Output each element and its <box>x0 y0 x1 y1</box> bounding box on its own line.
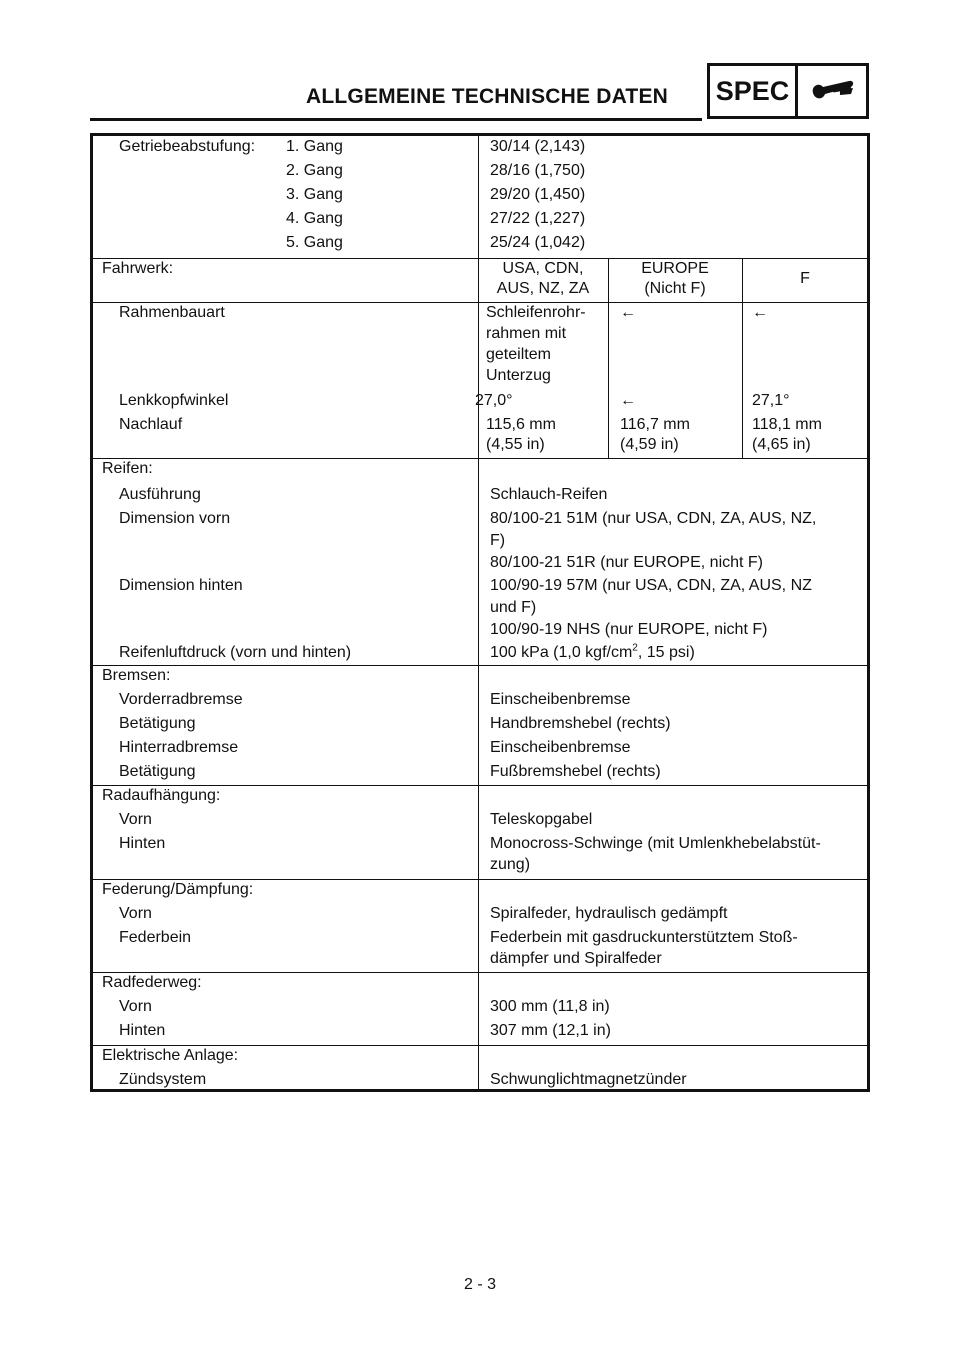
gearbox-section <box>93 136 867 259</box>
gear-2: 2. Gang <box>286 162 343 179</box>
frame-v1-line2: rahmen mit <box>486 325 567 342</box>
spec-table <box>90 133 870 1092</box>
travel-section <box>93 972 867 1046</box>
pressure-text-end: , 15 psi) <box>637 644 695 661</box>
column-divider <box>478 879 479 972</box>
gear-4: 4. Gang <box>286 210 343 227</box>
damping-front-label: Vorn <box>119 905 152 922</box>
column-divider <box>478 136 479 258</box>
frame-v2: ← <box>620 304 636 321</box>
ignition-label: Zündsystem <box>119 1071 207 1088</box>
caster-v1: 27,0° <box>475 392 513 409</box>
travel-label: Radfederweg: <box>102 974 202 991</box>
chassis-col1-line2: AUS, NZ, ZA <box>496 280 590 297</box>
chassis-label: Fahrwerk: <box>102 260 174 277</box>
column-divider <box>478 258 479 302</box>
tires-label: Reifen: <box>102 460 153 477</box>
damping-section <box>93 879 867 973</box>
chassis-col1-line1: USA, CDN, <box>502 260 584 277</box>
tire-front-line3: 80/100-21 51R (nur EUROPE, nicht F) <box>490 554 764 571</box>
tire-rear-line2: und F) <box>490 599 537 616</box>
pressure-text: 100 kPa (1,0 kgf/cm <box>490 644 633 661</box>
tires-section <box>93 458 867 666</box>
spec-label: SPEC <box>710 66 798 116</box>
damping-rear-label: Federbein <box>119 929 192 946</box>
suspension-rear-line1: Monocross-Schwinge (mit Umlenkhebelabstüt- <box>490 835 821 852</box>
caster-v3: 27,1° <box>752 392 790 409</box>
column-divider <box>478 972 479 1045</box>
gearbox-label: Getriebeabstufung: <box>119 138 256 155</box>
damping-rear-line1: Federbein mit gasdruckunterstütztem Stoß- <box>490 929 798 946</box>
brake-row-1-value: Einscheibenbremse <box>490 691 631 708</box>
page-number: 2 - 3 <box>463 1276 496 1293</box>
suspension-label: Radaufhängung: <box>102 787 221 804</box>
tire-type-value: Schlauch-Reifen <box>490 486 608 503</box>
tire-type-label: Ausführung <box>119 486 201 503</box>
wrench-icon <box>798 66 866 116</box>
column-divider <box>608 258 609 302</box>
damping-rear-line2: dämpfer und Spiralfeder <box>490 950 662 967</box>
column-divider <box>478 785 479 879</box>
chassis-header-row <box>93 258 867 303</box>
column-divider <box>742 302 743 458</box>
ratio-2: 28/16 (1,750) <box>490 162 586 179</box>
ratio-5: 25/24 (1,042) <box>490 234 586 251</box>
frame-v1-line3: geteiltem <box>486 346 551 363</box>
travel-front-value: 300 mm (11,8 in) <box>490 998 610 1015</box>
trail-v2-line2: (4,59 in) <box>620 436 679 453</box>
tire-pressure-label: Reifenluftdruck (vorn und hinten) <box>119 644 352 661</box>
electrical-label: Elektrische Anlage: <box>102 1047 239 1064</box>
caster-v2: ← <box>620 392 636 409</box>
gear-3: 3. Gang <box>286 186 343 203</box>
brake-row-4-label: Betätigung <box>119 763 196 780</box>
frame-v3: ← <box>752 304 768 321</box>
brake-row-2-label: Betätigung <box>119 715 196 732</box>
tire-front-line1: 80/100-21 51M (nur USA, CDN, ZA, AUS, NZ, <box>490 510 817 527</box>
column-divider <box>478 1045 479 1092</box>
suspension-rear-line2: zung) <box>490 856 531 873</box>
trail-v3-line2: (4,65 in) <box>752 436 811 453</box>
electrical-section <box>93 1045 867 1092</box>
suspension-section <box>93 785 867 880</box>
tire-pressure-value <box>490 642 695 664</box>
ratio-3: 29/20 (1,450) <box>490 186 586 203</box>
travel-rear-value: 307 mm (12,1 in) <box>490 1022 611 1039</box>
column-divider <box>478 665 479 785</box>
brake-row-4-value: Fußbremshebel (rechts) <box>490 763 661 780</box>
brake-row-1-label: Vorderradbremse <box>119 691 243 708</box>
suspension-rear-label: Hinten <box>119 835 166 852</box>
trail-v3-line1: 118,1 mm <box>752 416 822 433</box>
travel-front-label: Vorn <box>119 998 152 1015</box>
frame-label: Rahmenbauart <box>119 304 225 321</box>
brakes-label: Bremsen: <box>102 667 171 684</box>
damping-front-value: Spiralfeder, hydraulisch gedämpft <box>490 905 728 922</box>
column-divider <box>608 302 609 458</box>
trail-v1-line2: (4,55 in) <box>486 436 545 453</box>
brakes-section <box>93 665 867 786</box>
tire-rear-label: Dimension hinten <box>119 577 243 594</box>
ratio-1: 30/14 (2,143) <box>490 138 586 155</box>
caster-label: Lenkkopfwinkel <box>119 392 229 409</box>
column-divider <box>742 258 743 302</box>
suspension-front-value: Teleskopgabel <box>490 811 593 828</box>
suspension-front-label: Vorn <box>119 811 152 828</box>
frame-v1-line1: Schleifenrohr- <box>486 304 586 321</box>
trail-label: Nachlauf <box>119 416 183 433</box>
gear-5: 5. Gang <box>286 234 343 251</box>
brake-row-2-value: Handbremshebel (rechts) <box>490 715 671 732</box>
ignition-value: Schwunglichtmagnetzünder <box>490 1071 687 1088</box>
brake-row-3-label: Hinterradbremse <box>119 739 239 756</box>
ratio-4: 27/22 (1,227) <box>490 210 586 227</box>
travel-rear-label: Hinten <box>119 1022 166 1039</box>
chassis-col2-line2: (Nicht F) <box>644 280 706 297</box>
pressure-exponent: 2 <box>632 642 638 654</box>
title-underline <box>90 118 702 121</box>
column-divider <box>478 458 479 665</box>
trail-v2-line1: 116,7 mm <box>620 416 690 433</box>
spec-badge <box>707 63 869 119</box>
page-title: ALLGEMEINE TECHNISCHE DATEN <box>306 85 669 108</box>
tire-front-label: Dimension vorn <box>119 510 231 527</box>
chassis-data-rows <box>93 302 867 459</box>
damping-label: Federung/Dämpfung: <box>102 881 254 898</box>
brake-row-3-value: Einscheibenbremse <box>490 739 631 756</box>
tire-front-line2: F) <box>490 532 506 549</box>
tire-rear-line1: 100/90-19 57M (nur USA, CDN, ZA, AUS, NZ <box>490 577 812 594</box>
tire-rear-line3: 100/90-19 NHS (nur EUROPE, nicht F) <box>490 621 768 638</box>
trail-v1-line1: 115,6 mm <box>486 416 556 433</box>
column-divider <box>478 302 479 458</box>
chassis-col3: F <box>800 270 810 287</box>
frame-v1-line4: Unterzug <box>486 367 551 384</box>
chassis-col2-line1: EUROPE <box>641 260 709 277</box>
gear-1: 1. Gang <box>286 138 343 155</box>
